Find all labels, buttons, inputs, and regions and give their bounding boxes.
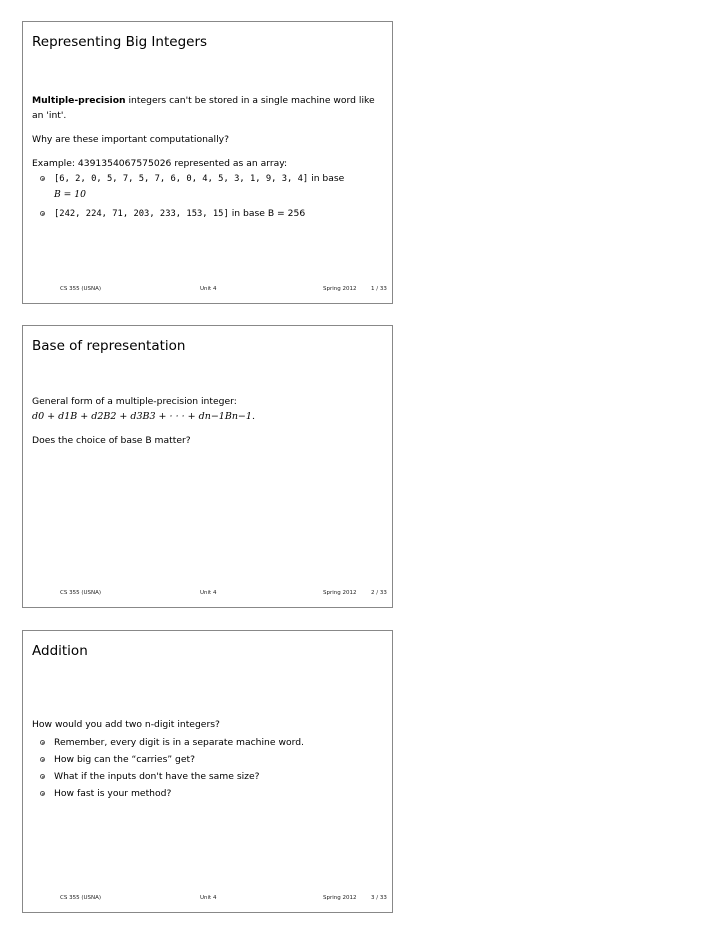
footer-course: CS 355 (USNA) <box>60 895 102 901</box>
array-suffix: in base <box>308 173 345 184</box>
footer-term: Spring 2012 <box>323 590 357 596</box>
bullet-icon <box>40 791 45 796</box>
slide-title: Addition <box>32 643 88 659</box>
question-text: Why are these important computationally? <box>32 134 229 145</box>
bullet-icon <box>40 757 45 762</box>
bullet-list <box>32 735 378 801</box>
slide-body <box>32 394 378 448</box>
bullet-icon <box>40 774 45 779</box>
list-item <box>32 206 378 222</box>
slide-footer <box>23 590 392 600</box>
page-number: 3 / 33 <box>371 895 387 901</box>
list-item-text: How fast is your method? <box>54 788 172 799</box>
page-number: 1 / 33 <box>371 286 387 292</box>
page-number: 2 / 33 <box>371 590 387 596</box>
slide-footer <box>23 286 392 296</box>
array-suffix: in base B = 256 <box>228 208 306 219</box>
list-item <box>32 171 378 202</box>
array-code: [6, 2, 0, 5, 7, 5, 7, 6, 0, 4, 5, 3, 1, 9, 3, 4] <box>54 174 309 184</box>
footer-unit: Unit 4 <box>200 286 217 292</box>
list-item <box>32 786 378 801</box>
bullet-list <box>32 171 378 222</box>
intro-continuation: an 'int'. <box>32 110 67 121</box>
footer-term: Spring 2012 <box>323 286 357 292</box>
list-item <box>32 752 378 767</box>
bullet-icon <box>40 176 45 181</box>
slide-1 <box>22 21 393 304</box>
general-form-text: General form of a multiple-precision integer: <box>32 396 237 407</box>
list-item <box>32 769 378 784</box>
footer-unit: Unit 4 <box>200 590 217 596</box>
slide-2 <box>22 325 393 608</box>
list-item-text: What if the inputs don't have the same size? <box>54 771 260 782</box>
slide-footer <box>23 895 392 905</box>
list-item-text: Remember, every digit is in a separate machine word. <box>54 737 304 748</box>
slide-title: Representing Big Integers <box>32 34 208 50</box>
slide-body <box>32 93 378 222</box>
formula-text: d0 + d1B + d2B2 + d3B3 + · · · + dn−1Bn−1. <box>32 411 255 422</box>
footer-course: CS 355 (USNA) <box>60 590 102 596</box>
base-expression: B = 10 <box>54 189 86 200</box>
slide-3 <box>22 630 393 913</box>
bullet-icon <box>40 740 45 745</box>
footer-term: Spring 2012 <box>323 895 357 901</box>
intro-bold-term: Multiple-precision <box>32 95 126 106</box>
footer-course: CS 355 (USNA) <box>60 286 102 292</box>
bullet-icon <box>40 211 45 216</box>
question-text: Does the choice of base B matter? <box>32 435 191 446</box>
array-code: [242, 224, 71, 203, 233, 153, 15] <box>54 209 229 219</box>
intro-paragraph <box>32 93 378 108</box>
list-item <box>32 735 378 750</box>
intro-text: integers can't be stored in a single machine word like <box>125 95 375 106</box>
slide-title: Base of representation <box>32 338 186 354</box>
example-text: Example: 4391354067575026 represented as an array: <box>32 158 288 169</box>
footer-unit: Unit 4 <box>200 895 217 901</box>
formula <box>32 409 378 424</box>
list-item-text: How big can the “carries” get? <box>54 754 195 765</box>
slide-body <box>32 717 378 801</box>
question-text: How would you add two n-digit integers? <box>32 719 220 730</box>
